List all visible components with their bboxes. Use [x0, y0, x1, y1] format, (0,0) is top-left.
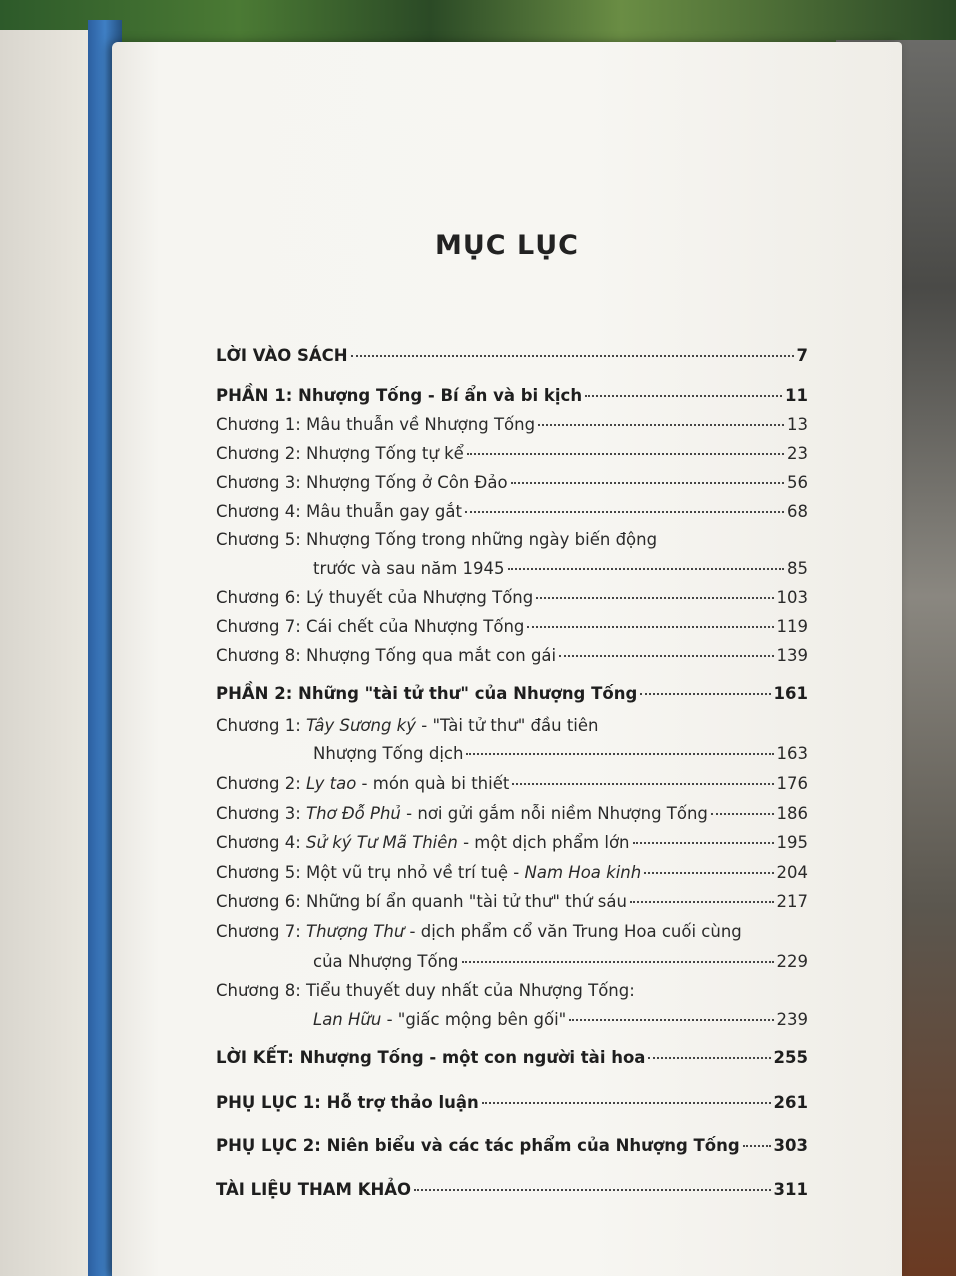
- toc-entry-p2-chuong-1-line2: Nhượng Tống dịch 163: [313, 744, 808, 763]
- toc-entry-p1-chuong-8: Chương 8: Nhượng Tống qua mắt con gái 139: [216, 646, 808, 665]
- toc-entry-p2-chuong-6: Chương 6: Những bí ẩn quanh "tài tử thư" thứ sáu 217: [216, 892, 808, 911]
- toc-entry-p1-chuong-5-line2: trước và sau năm 1945 85: [313, 559, 808, 578]
- toc-entry-p1-chuong-4: Chương 4: Mâu thuẫn gay gắt 68: [216, 502, 808, 521]
- toc-entry-p1-chuong-1: Chương 1: Mâu thuẫn về Nhượng Tống 13: [216, 415, 808, 434]
- page-title: MỤC LỤC: [435, 230, 579, 261]
- toc-entry-p2-chuong-3: Chương 3: Thơ Đỗ Phủ - nơi gửi gắm nỗi niềm Nhượng Tống 186: [216, 804, 808, 823]
- toc-entry-p2-chuong-7-line1: Chương 7: Thượng Thư - dịch phẩm cổ văn Trung Hoa cuối cùng: [216, 922, 742, 941]
- toc-entry-p2-chuong-8-line1: Chương 8: Tiểu thuyết duy nhất của Nhượng Tống:: [216, 981, 635, 1000]
- toc-entry-phu-luc-2: PHỤ LỤC 2: Niên biểu và các tác phẩm của Nhượng Tống 303: [216, 1136, 808, 1155]
- toc-entry-p2-chuong-5: Chương 5: Một vũ trụ nhỏ về trí tuệ - Nam Hoa kinh 204: [216, 863, 808, 882]
- toc-entry-loi-vao-sach: LỜI VÀO SÁCH 7: [216, 346, 808, 365]
- toc-entry-p1-chuong-3: Chương 3: Nhượng Tống ở Côn Đảo 56: [216, 473, 808, 492]
- toc-entry-p1-chuong-2: Chương 2: Nhượng Tống tự kể 23: [216, 444, 808, 463]
- toc-entry-p1-chuong-7: Chương 7: Cái chết của Nhượng Tống 119: [216, 617, 808, 636]
- toc-entry-p1-chuong-5-line1: Chương 5: Nhượng Tống trong những ngày biến động: [216, 530, 658, 549]
- toc-entry-p1-chuong-6: Chương 6: Lý thuyết của Nhượng Tống 103: [216, 588, 808, 607]
- toc-entry-tai-lieu-tham-khao: TÀI LIỆU THAM KHẢO 311: [216, 1180, 808, 1199]
- toc-entry-p2-chuong-4: Chương 4: Sử ký Tư Mã Thiên - một dịch phẩm lớn 195: [216, 833, 808, 852]
- toc-entry-p2-chuong-7-line2: của Nhượng Tống 229: [313, 952, 808, 971]
- toc-entry-phan-1: PHẦN 1: Nhượng Tống - Bí ẩn và bi kịch 11: [216, 386, 808, 405]
- toc-entry-p2-chuong-2: Chương 2: Ly tao - món quà bi thiết 176: [216, 774, 808, 793]
- toc-entry-loi-ket: LỜI KẾT: Nhượng Tống - một con người tài hoa 255: [216, 1048, 808, 1067]
- book-page: [112, 42, 902, 1276]
- toc-entry-p2-chuong-8-line2: Lan Hữu - "giấc mộng bên gối" 239: [313, 1010, 808, 1029]
- toc-entry-phan-2: PHẦN 2: Những "tài tử thư" của Nhượng Tống 161: [216, 684, 808, 703]
- toc-entry-phu-luc-1: PHỤ LỤC 1: Hỗ trợ thảo luận 261: [216, 1093, 808, 1112]
- toc-entry-p2-chuong-1-line1: Chương 1: Tây Sương ký - "Tài tử thư" đầu tiên: [216, 716, 599, 735]
